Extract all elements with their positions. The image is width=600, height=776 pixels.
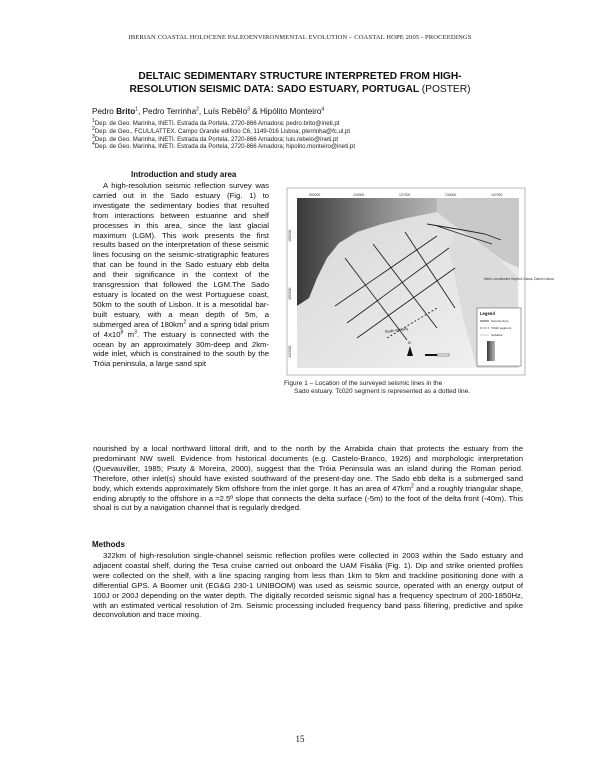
affiliation-3-text: Dep. de Geo. Marinha, INETI. Estrada da Portela, 2720-866 Amadora; luis.rebelo@ineti.pt [94, 135, 339, 143]
section-heading-methods: Methods [92, 540, 125, 549]
scale-bar [425, 354, 449, 356]
author-4: & Hipólito Monteiro [249, 107, 322, 116]
author-3: , Luís Rebêlo [198, 107, 248, 116]
legend-item-tc020: Tc020 segment [491, 326, 512, 330]
top-tick-3: 127000 [399, 193, 411, 197]
author-list [92, 107, 532, 116]
affiliation-2-text: Dep. de Geo., FCUL/LATTEX. Campo Grande edifício C6, 1149-016 Lisboa; pterrinha@fc.ul.pt [94, 127, 351, 135]
coords-note-text: Metric coordinates Hayford-Gauss, Datum Lisboa [484, 277, 554, 281]
intro-text-d: . The estuary is connected with the ocean by an approximately 30m-deep and 2km-wide inlet, which is constrained to the south by the Tróia peninsula, a large sand spit [93, 329, 270, 369]
page-number: 15 [295, 734, 305, 744]
intro-sup-2: 8 [120, 329, 124, 336]
top-tick-4: 134000 [445, 193, 457, 197]
affiliation-2-sup: 2 [92, 125, 95, 132]
author-1-sup: 1 [135, 106, 139, 113]
intro-sup-3: 3 [134, 329, 137, 336]
intro-full-text-b: and a roughly triangular shape, ending abruptly to the offshore in a ≈2.5º slope that connects the delta surface (-5m) to the foot of the delta front (-40m). This shoal is cut by a navigation channel that is regularly dredged. [93, 483, 523, 513]
intro-paragraph-column [93, 181, 269, 369]
author-2-sup: 2 [196, 106, 199, 113]
intro-paragraph-full-width [93, 444, 523, 513]
top-tick-5: 147000 [491, 193, 503, 197]
intro-full-text-a: nourished by a local northward littoral drift, and to the north by the Arrabida chain that protects the estuary from the predominant NW swell. Evidence from historical documents (e.g. Castelo-Branco, 1926) and morphologic interpretation (Quevauviller, 1985; Psuty & Moreira, 2000), suggest that the Tróia Peninsula was an island during the Roman period. Therefore, other inlet(s) should have existed southward of the present-day one. The Sado ebb delta is a submerged sand body, which extends approximately 5km offshore from the inlet gorge. It has an area of 47km [93, 444, 523, 493]
legend-title: Legend [480, 311, 495, 316]
affiliation-4-text: Dep. de Geo. Marinha, INETI. Estrada da Portela, 2720-866 Amadora; hipolito.monteiro@ineti.pt [94, 143, 356, 151]
legend-box [477, 308, 521, 366]
map-svg [287, 188, 554, 375]
title-line-2 [70, 83, 530, 96]
affiliations [92, 117, 532, 151]
legend-item-isobaths: Isobaths [491, 333, 503, 337]
affiliation-1-text: Dep. de Geo. Marinha, INETI. Estrada da Portela, 2720-866 Amadora; pedro.brito@ineti.pt [94, 120, 340, 127]
affiliation-4 [92, 143, 532, 151]
side-tick-1: 4265000 [288, 229, 292, 242]
legend-color-ramp [487, 341, 495, 361]
title-line-1: DELTAIC SEDIMENTARY STRUCTURE INTERPRETED FROM HIGH- [138, 71, 462, 82]
running-head: IBERIAN COASTAL HOLOCENE PALEOENVIRONMENTAL EVOLUTION – COASTAL HOPE 2005 - PROCEEDINGS [128, 34, 472, 41]
figure-1-caption [284, 380, 526, 396]
side-tick-3: 4245000 [288, 345, 292, 358]
figure-1-map [287, 188, 554, 375]
paper-title [70, 70, 530, 96]
author-2: , Pedro Terrinha [138, 107, 197, 116]
intro-full-sup: 2 [410, 483, 414, 490]
author-4-sup: 4 [321, 106, 325, 113]
legend-item-lines: Seismic lines [491, 319, 509, 323]
sado-label: Sado estuary [384, 325, 409, 334]
intro-sup-1: 2 [183, 319, 187, 326]
section-heading-introduction: Introduction and study area [131, 170, 237, 179]
author-1-surname: Brito [116, 107, 136, 116]
side-tick-2: 4255000 [288, 287, 292, 300]
intro-text-a: A high-resolution seismic reflection survey was carried out in the Sado estuary (Fig. 1) to investigate the sedimentary bodies that resulted from interactions between estuarine and shelf processes in this area, since the last glacial maximum (LGM). This work presents the first results based on the interpretation of these seismic lines focusing on the seismic-stratigraphic features that can be found in the Sado estuary ebb delta and their significance in the context of the transgression that followed the LGM.The Sado estuary is located on the west Portuguese coast, 50km to the south of Lisbon. It is a mesotidal bar-built estuary, with a mean depth of 5m, a submerged area of 180km [93, 181, 269, 329]
caption-line-2: Sado estuary. Tc020 segment is represented as a dotted line. [294, 388, 471, 396]
intro-text-b: and a spring tidal prism of 4x10 [93, 319, 269, 339]
affiliation-1-sup: 1 [92, 117, 95, 124]
caption-line-1: Figure 1 – Location of the surveyed seismic lines in the [284, 380, 443, 387]
top-tick-1: 500000 [309, 193, 321, 197]
author-1-first: Pedro [92, 107, 117, 116]
svg-text:N: N [408, 340, 411, 345]
title-poster-tag: (POSTER) [421, 84, 471, 95]
title-line-2-text: RESOLUTION SEISMIC DATA: SADO ESTUARY, PORTUGAL [129, 84, 419, 95]
author-3-sup: 3 [247, 106, 250, 113]
top-tick-2: 100000 [353, 193, 365, 197]
affiliation-2 [92, 125, 532, 136]
coords-note [484, 277, 554, 281]
intro-text-c: m [123, 329, 135, 339]
affiliation-1 [92, 117, 532, 128]
methods-paragraph: 322km of high-resolution single-channel seismic reflection profiles were collected in 2003 within the Sado estuary and adjacent coastal shelf, during the Tesa cruise carried out onboard the UAM Fisália (Fig. 1). Dip and strike oriented profiles were collected on the shelf, with a line spacing ranging from less than 1km to 5km and trackline positioning done with a differential GPS. A Boomer unit (EG&G 230-1 UNIBOOM) was used as seismic source, operated with an energy output of 100J or 200J depending on the water depth. The digitally recorded seismic signal has a frequency spectrum of 200-1850Hz, with an estimated vertical resolution of 2m. Seismic processing included frequency band pass filtering, predictive and spike deconvolution and trace mixing. [93, 551, 523, 620]
affiliation-3-sup: 3 [92, 133, 95, 140]
affiliation-4-sup: 4 [92, 141, 95, 148]
